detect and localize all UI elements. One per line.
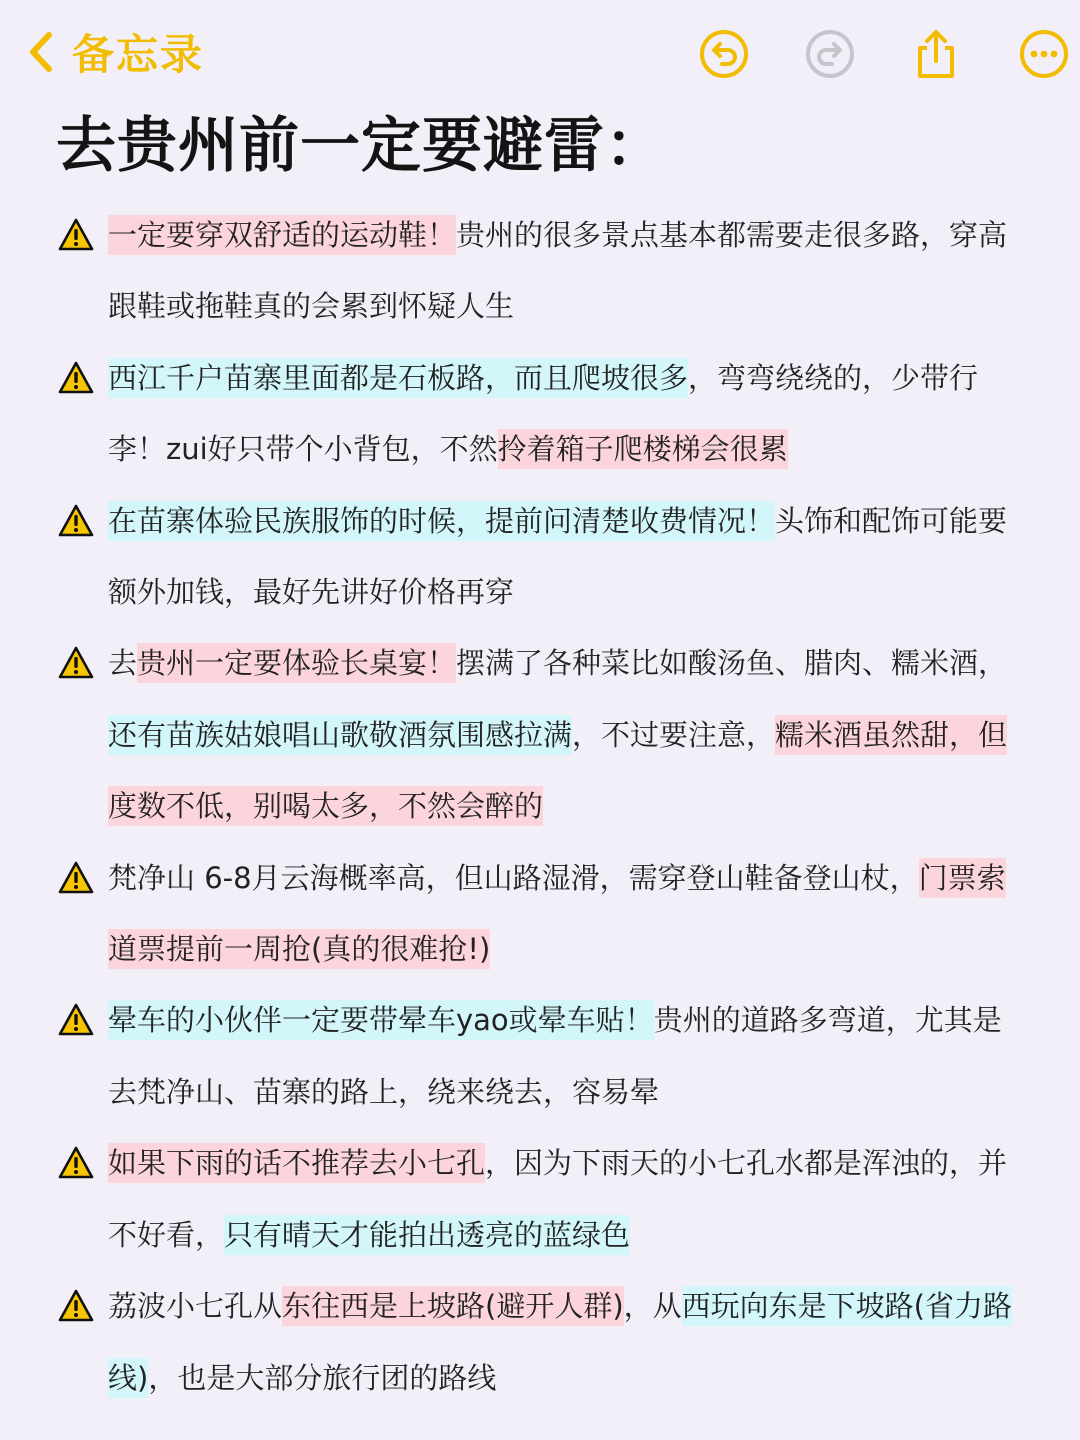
note-item bbox=[58, 843, 1018, 986]
highlighted-text: 还有苗族姑娘唱山歌敬酒氛围感拉满 bbox=[108, 715, 572, 755]
highlighted-text: 一定要穿双舒适的运动鞋！ bbox=[108, 215, 456, 255]
warning-icon bbox=[58, 1003, 94, 1036]
warning-icon bbox=[58, 1289, 94, 1322]
highlighted-text: 西玩向东是下坡路(省力路线) bbox=[108, 1286, 1012, 1397]
nav-bar bbox=[0, 0, 1080, 105]
warning-icon bbox=[58, 218, 94, 251]
note-item bbox=[58, 200, 1018, 343]
text-segment: 贵州的道路多弯道，尤其是去梵净山、苗寨的路上，绕来绕去，容易晕 bbox=[108, 1003, 1002, 1109]
note-item-text bbox=[108, 1128, 1018, 1271]
redo-icon[interactable] bbox=[804, 28, 856, 80]
text-segment: 荔波小七孔从 bbox=[108, 1289, 283, 1324]
undo-icon[interactable] bbox=[698, 28, 750, 80]
highlighted-text: 西江千户苗寨里面都是石板路，而且爬坡很多 bbox=[108, 358, 688, 398]
note-item bbox=[58, 628, 1018, 842]
highlighted-text: 在苗寨体验民族服饰的时候，提前问清楚收费情况！ bbox=[108, 501, 775, 541]
note-item bbox=[58, 1271, 1018, 1414]
note-title: 去贵州前一定要避雷： bbox=[56, 111, 666, 181]
text-segment: ，也是大部分旅行团的路线 bbox=[148, 1360, 497, 1395]
warning-icon bbox=[58, 361, 94, 394]
note-item-text bbox=[108, 486, 1018, 629]
back-button[interactable] bbox=[22, 26, 204, 78]
note-item bbox=[58, 1128, 1018, 1271]
highlighted-text: 贵州一定要体验长桌宴！ bbox=[137, 643, 456, 683]
note-item-text bbox=[108, 200, 1018, 343]
note-item-text bbox=[108, 843, 1018, 986]
text-segment: ，弯弯绕绕的，少带行李！zui好只带个小背包，不然 bbox=[108, 360, 979, 467]
text-segment: 梵净山 6-8月云海概率高，但山路湿滑，需穿登山鞋备登山杖， bbox=[108, 860, 919, 895]
more-icon[interactable] bbox=[1018, 28, 1070, 80]
note-item-text bbox=[108, 343, 1018, 486]
text-segment: 头饰和配饰可能要额外加钱，最好先讲好价格再穿 bbox=[108, 503, 1008, 610]
note-item bbox=[58, 486, 1018, 629]
note-item-text bbox=[108, 1271, 1018, 1414]
warning-icon bbox=[58, 504, 94, 537]
highlighted-text: 如果下雨的话不推荐去小七孔 bbox=[108, 1143, 485, 1183]
text-segment: ，从 bbox=[623, 1289, 682, 1324]
highlighted-text: 门票索道票提前一周抢(真的很难抢!) bbox=[108, 858, 1006, 969]
highlighted-text: 糯米酒虽然甜，但度数不低，别喝太多，不然会醉的 bbox=[108, 715, 1007, 826]
warning-icon bbox=[58, 1146, 94, 1179]
note-item-text bbox=[108, 985, 1018, 1128]
text-segment: 摆满了各种菜比如酸汤鱼、腊肉、糯米酒， bbox=[456, 646, 1008, 681]
text-segment: ，因为下雨天的小七孔水都是浑浊的，并不好看， bbox=[108, 1146, 1008, 1252]
highlighted-text: 晕车的小伙伴一定要带晕车yao或晕车贴！ bbox=[108, 1000, 654, 1040]
back-label: 备忘录 bbox=[72, 30, 205, 79]
text-segment: ，不过要注意， bbox=[572, 717, 776, 752]
note-item bbox=[58, 343, 1018, 486]
warning-icon bbox=[58, 861, 94, 894]
note-item-text bbox=[108, 628, 1018, 842]
note-item bbox=[58, 985, 1018, 1128]
highlighted-text: 拎着箱子爬楼梯会很累 bbox=[498, 429, 788, 469]
share-icon[interactable] bbox=[910, 28, 962, 80]
text-segment: 贵州的很多景点基本都需要走很多路，穿高跟鞋或拖鞋真的会累到怀疑人生 bbox=[108, 218, 1008, 324]
text-segment: 去 bbox=[108, 646, 138, 681]
highlighted-text: 东往西是上坡路(避开人群) bbox=[282, 1286, 624, 1326]
note-body[interactable] bbox=[58, 200, 1018, 1414]
warning-icon bbox=[58, 646, 94, 679]
highlighted-text: 只有晴天才能拍出透亮的蓝绿色 bbox=[224, 1215, 630, 1255]
chevron-left-icon bbox=[22, 28, 62, 76]
